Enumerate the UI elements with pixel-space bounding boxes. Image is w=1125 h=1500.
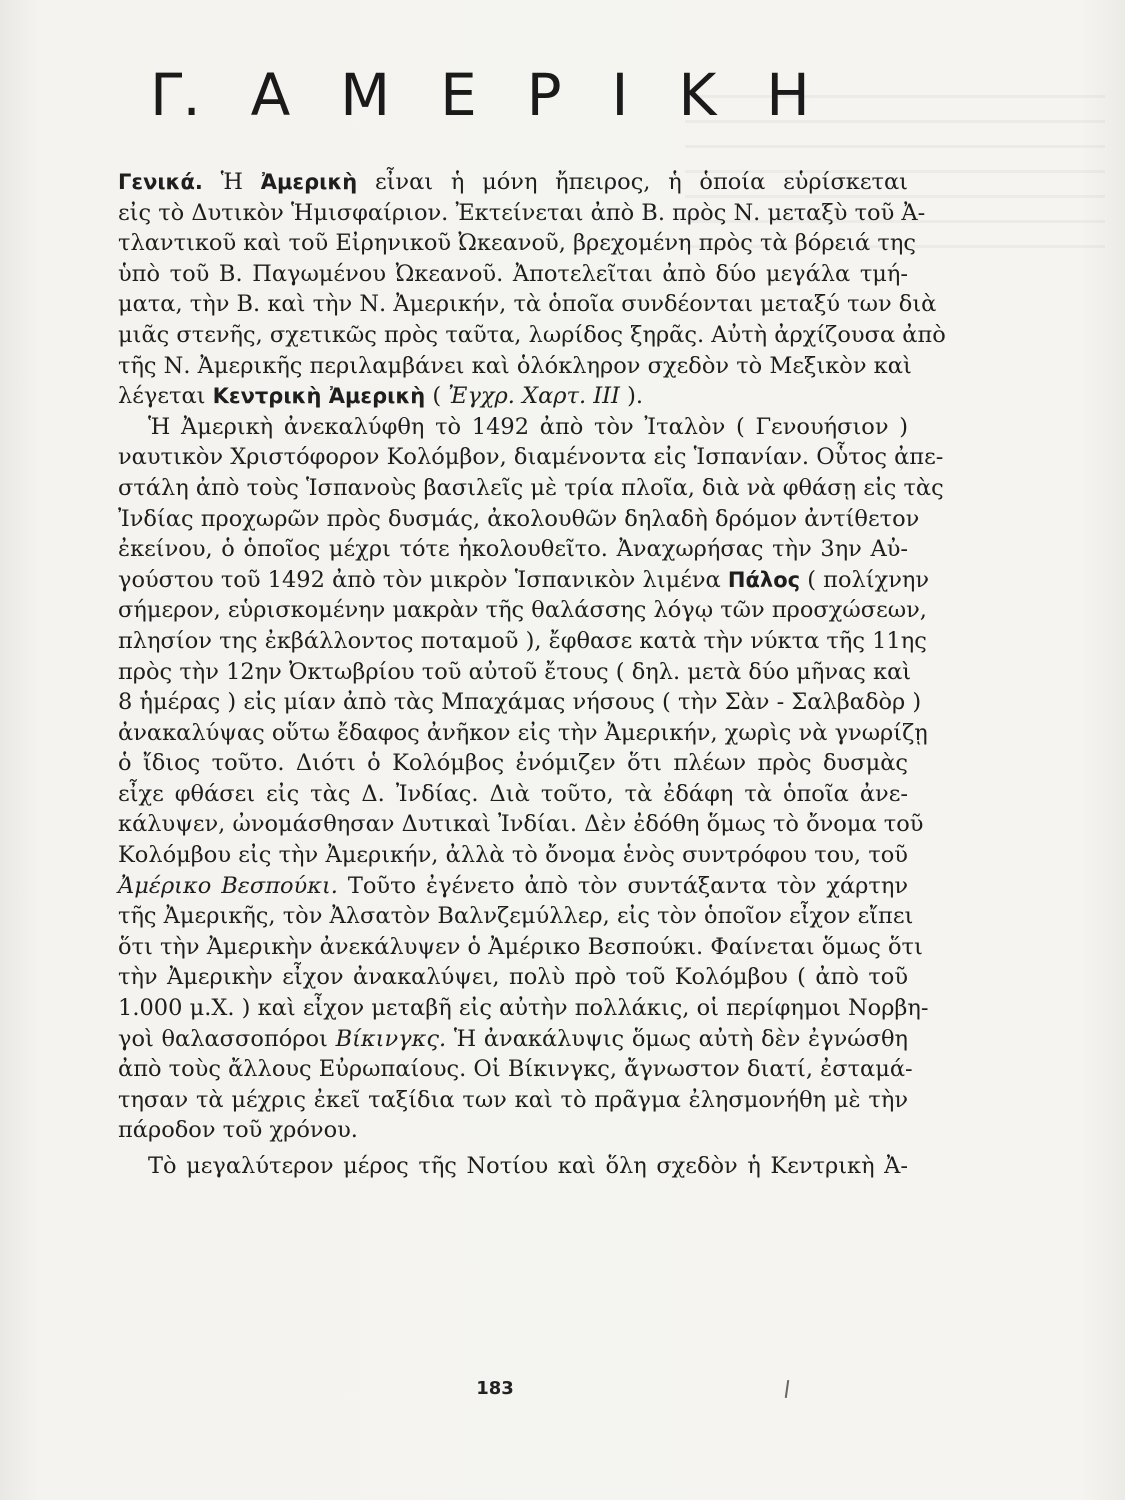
keyword-palos: Πάλος <box>727 567 801 592</box>
title-letter: Ι <box>611 61 629 129</box>
paragraph-general <box>118 167 946 412</box>
text-line: τῆς Ν. Ἀμερικῆς περιλαμβάνει καὶ ὁλόκληρον σχεδὸν τὸ Μεξικὸν καὶ <box>118 352 912 379</box>
text-line: στάλη ἀπὸ τοὺς Ἱσπανοὺς βασιλεῖς μὲ τρία πλοῖα, διὰ νὰ φθάσῃ εἰς τὰς <box>118 474 944 501</box>
title-letter: Γ. <box>150 61 201 129</box>
text-line: ὁ ἴδιος τοῦτο. Διότι ὁ Κολόμβος ἐνόμιζεν ὅτι πλέων πρὸς δυσμὰς <box>118 750 908 777</box>
text-line: ματα, τὴν Β. καὶ τὴν Ν. Ἀμερικήν, τὰ ὁποῖα συνδέονται μεταξύ των διὰ <box>118 291 937 318</box>
paragraph-discovery <box>118 412 944 1146</box>
text-line: Τὸ μεγαλύτερον μέρος τῆς Νοτίου καὶ ὅλη σχεδὸν ἡ Κεντρικὴ Ἀ- <box>148 1153 908 1179</box>
text-line: 1.000 μ.Χ. ) καὶ εἶχον μεταβῆ εἰς αὐτὴν πολλάκις, οἱ περίφημοι Νορβη- <box>118 995 929 1022</box>
title-letter: Ε <box>440 61 477 129</box>
paragraph-south-america <box>118 1151 908 1182</box>
page-number: 183 <box>476 1378 514 1399</box>
text-line: τῆς Ἀμερικῆς, τὸν Ἀλσατὸν Βαλνζεμύλλερ, εἰς τὸν ὁποῖον εἶχον εἴπει <box>118 903 914 930</box>
title-letter: Η <box>766 61 810 129</box>
title-letter: Κ <box>678 61 717 129</box>
name-vikings: Βίκινγκς. <box>335 1025 447 1052</box>
text-line: πλησίον της ἐκβάλλοντος ποταμοῦ ), ἔφθασε κατὰ τὴν νύκτα τῆς 11ης <box>118 627 927 654</box>
title-letter: Α <box>250 61 291 129</box>
text-line: ἀνακαλύψας οὕτω ἔδαφος ἀνῆκον εἰς τὴν Ἀμερικήν, χωρὶς νὰ γνωρίζῃ <box>118 719 928 746</box>
name-vespucci: Ἀμέρικο Βεσπούκι. <box>118 872 338 899</box>
title-letter: Μ <box>340 61 391 129</box>
text-line: ἐκείνου, ὁ ὁποῖος μέχρι τότε ἠκολουθεῖτο. Ἀναχωρήσας τὴν 3ην Αὐ- <box>118 536 908 563</box>
text-line: ἀπὸ τοὺς ἄλλους Εὐρωπαίους. Οἱ Βίκινγκς, ἄγνωστον διατί, ἐσταμά- <box>118 1056 913 1083</box>
text-line: Γενικά. Ἡ Ἀμερικὴ εἶναι ἡ μόνη ἤπειρος, ἡ ὁποία εὑρίσκεται <box>118 169 908 195</box>
keyword-america: Ἀμερικὴ <box>260 170 358 194</box>
text-line: σήμερον, εὑρισκομένην μακρὰν τῆς θαλάσσης λόγῳ τῶν προσχώσεων, <box>118 597 927 624</box>
text-line: μιᾶς στενῆς, σχετικῶς πρὸς ταῦτα, λωρίδος ξηρᾶς. Αὐτὴ ἀρχίζουσα ἀπὸ <box>118 321 946 348</box>
text-line: τλαντικοῦ καὶ τοῦ Εἰρηνικοῦ Ὠκεανοῦ, βρεχομένη πρὸς τὰ βόρειά της <box>118 230 916 257</box>
text-line: τησαν τὰ μέχρις ἐκεῖ ταξίδια των καὶ τὸ πρᾶγμα ἐλησμονήθη μὲ τὴν <box>118 1086 908 1113</box>
text-line: 8 ἡμέρας ) εἰς μίαν ἀπὸ τὰς Μπαχάμας νήσους ( τὴν Σὰν - Σαλβαδὸρ ) <box>118 689 922 716</box>
text-line: λέγεται Κεντρικὴ Ἀμερικὴ ( Ἐγχρ. Χαρτ. ΙΙΙ ). <box>118 383 644 410</box>
text-line: γούστου τοῦ 1492 ἀπὸ τὸν μικρὸν Ἱσπανικὸν λιμένα Πάλος ( πολίχνην <box>118 566 930 593</box>
section-heading: Γενικά. <box>118 170 203 194</box>
text-line: τὴν Ἀμερικὴν εἶχον ἀνακαλύψει, πολὺ πρὸ τοῦ Κολόμβου ( ἀπὸ τοῦ <box>118 964 908 991</box>
text-line: γοὶ θαλασσοπόροι Βίκινγκς. Ἡ ἀνακάλυψις ὅμως αὐτὴ δὲν ἐγνώσθη <box>118 1025 908 1052</box>
keyword-central-america: Κεντρικὴ Ἀμερικὴ <box>212 384 426 409</box>
text-line: πρὸς τὴν 12ην Ὀκτωβρίου τοῦ αὐτοῦ ἔτους ( δηλ. μετὰ δύο μῆνας καὶ <box>118 658 912 685</box>
text-line: Ἡ Ἀμερικὴ ἀνεκαλύφθη τὸ 1492 ἀπὸ τὸν Ἰταλὸν ( Γενουήσιον ) <box>148 413 908 440</box>
title-letter: Ρ <box>526 61 562 129</box>
text-line: ὑπὸ τοῦ Β. Παγωμένου Ὠκεανοῦ. Ἀποτελεῖται ἀπὸ δύο μεγάλα τμή- <box>118 260 908 287</box>
text-line: Ἀμέρικο Βεσπούκι. Τοῦτο ἐγένετο ἀπὸ τὸν συντάξαντα τὸν χάρτην <box>118 872 908 899</box>
body-text <box>118 167 946 1182</box>
text-line: κάλυψεν, ὠνομάσθησαν Δυτικαὶ Ἰνδίαι. Δὲν ἐδόθη ὅμως τὸ ὄνομα τοῦ <box>118 811 924 838</box>
text-line: εἰς τὸ Δυτικὸν Ἡμισφαίριον. Ἐκτείνεται ἀπὸ Β. πρὸς Ν. μεταξὺ τοῦ Ἀ- <box>118 199 926 226</box>
text-line: πάροδον τοῦ χρόνου. <box>118 1117 358 1144</box>
text-line: εἶχε φθάσει εἰς τὰς Δ. Ἰνδίας. Διὰ τοῦτο, τὰ ἐδάφη τὰ ὁποῖα ἀνε- <box>118 780 908 807</box>
text-line: ναυτικὸν Χριστόφορον Κολόμβον, διαμένοντα εἰς Ἱσπανίαν. Οὗτος ἀπε- <box>118 444 944 471</box>
chapter-title <box>150 61 810 129</box>
text-line: ὅτι τὴν Ἀμερικὴν ἀνεκάλυψεν ὁ Ἀμέρικο Βεσπούκι. Φαίνεται ὅμως ὅτι <box>118 933 923 960</box>
text-line: Ἰνδίας προχωρῶν πρὸς δυσμάς, ἀκολουθῶν δηλαδὴ δρόμον ἀντίθετον <box>118 505 920 532</box>
text-line: Κολόμβου εἰς τὴν Ἀμερικήν, ἀλλὰ τὸ ὄνομα ἑνὸς συντρόφου του, τοῦ <box>118 842 908 869</box>
map-reference: Ἐγχρ. Χαρτ. ΙΙΙ <box>448 383 620 410</box>
